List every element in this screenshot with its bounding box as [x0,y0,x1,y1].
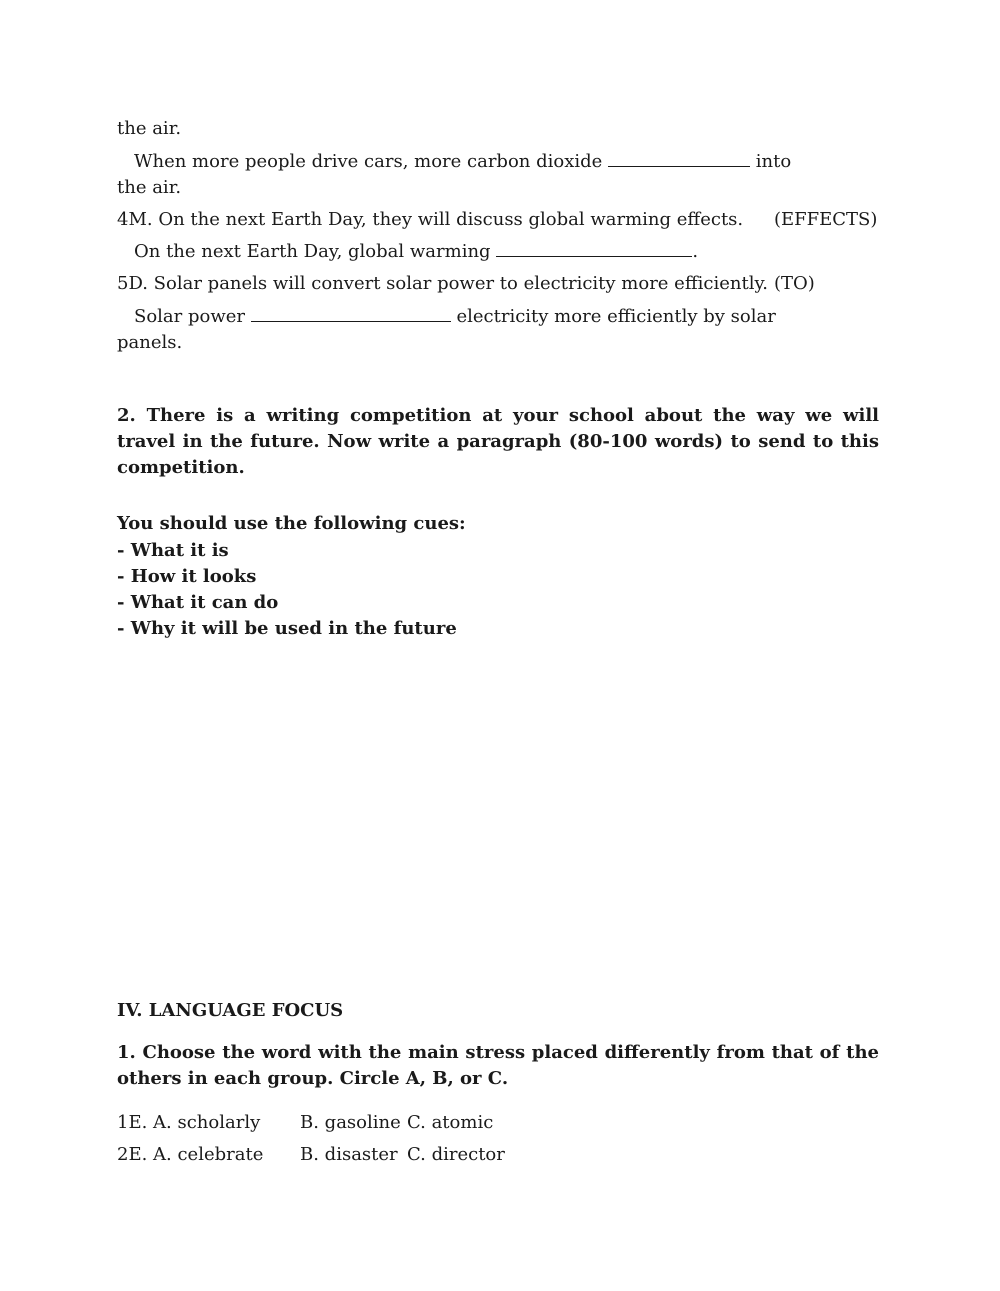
q5-answer-blank[interactable] [251,307,451,322]
q5-rewrite-start: Solar power [134,306,246,327]
cue-item: - What it is [117,540,229,561]
stress-row-1-option-c[interactable]: C. atomic [407,1112,494,1133]
q4-rewrite [134,241,698,263]
q3-rewrite-end: into [755,151,792,172]
q5-cue: (TO) [774,273,815,294]
q3-rewrite [134,151,791,173]
stress-row-2-option-b[interactable]: B. disaster [300,1144,398,1165]
q4-rewrite-start: On the next Earth Day, global warming [134,241,491,262]
stress-row-1-option-b[interactable]: B. gasoline [300,1112,401,1133]
q4-sentence: 4M. On the next Earth Day, they will discuss global warming effects. [117,209,744,230]
q4-answer-blank[interactable] [496,242,692,257]
cue-item: - What it can do [117,592,279,613]
q3-rewrite-tail: the air. [117,177,182,198]
stress-instruction: 1. Choose the word with the main stress placed differently from that of the others in each group. Circle A, B, or C. [117,1042,879,1089]
stress-row-2-option-c[interactable]: C. director [407,1144,505,1165]
cue-item: - Why it will be used in the future [117,618,457,639]
q5-sentence: 5D. Solar panels will convert solar power to electricity more efficiently. [117,273,768,294]
q5-rewrite-end: electricity more efficiently by solar [456,306,776,327]
q3-rewrite-start: When more people drive cars, more carbon dioxide [134,151,603,172]
section-title: IV. LANGUAGE FOCUS [117,1000,344,1021]
q3-tail: the air. [117,118,182,139]
stress-row-2-option-a[interactable]: 2E. A. celebrate [117,1144,264,1165]
q5-rewrite-tail: panels. [117,332,183,353]
cues-heading: You should use the following cues: [117,513,466,534]
q4-cue: (EFFECTS) [774,209,878,230]
stress-row-1-option-a[interactable]: 1E. A. scholarly [117,1112,261,1133]
writing-task-title: 2. There is a writing competition at your school about the way we will travel in the future. Now write a paragraph (80-100 words) to send to this competition. [117,405,879,478]
q4-rewrite-end: . [692,241,699,262]
q5-rewrite [134,306,776,328]
cue-item: - How it looks [117,566,257,587]
q3-answer-blank[interactable] [608,152,750,167]
